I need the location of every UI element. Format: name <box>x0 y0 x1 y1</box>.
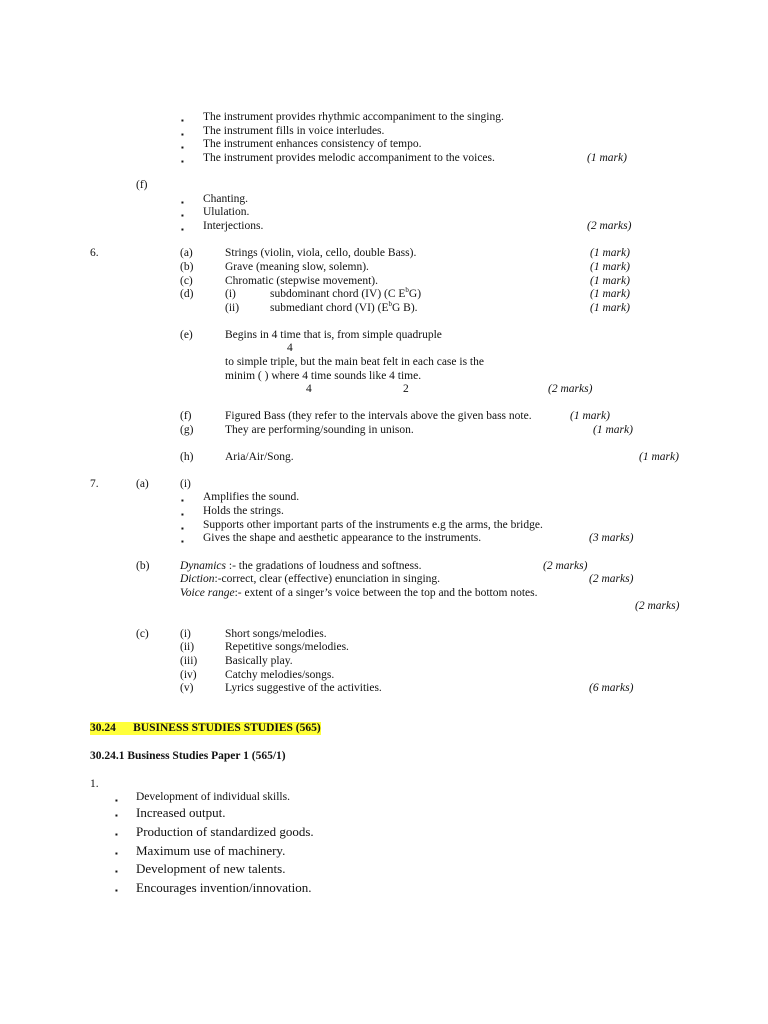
answer-text: minim ( ) where 4 time sounds like 4 time. <box>225 370 422 382</box>
question-label: (f) <box>180 410 192 422</box>
bullet-icon: ▪ <box>181 510 184 519</box>
definition-diction: Diction:-correct, clear (effective) enunciation in singing. <box>180 573 441 585</box>
time-signature-lower: 4 <box>306 383 312 395</box>
bullet-icon: ▪ <box>181 211 184 220</box>
question-label: (f) <box>136 179 148 191</box>
answer-text: Basically play. <box>225 655 293 667</box>
section-subheading: 30.24.1 Business Studies Paper 1 (565/1) <box>90 750 286 762</box>
answer-text: Repetitive songs/melodies. <box>225 641 349 653</box>
mark-allocation: (1 mark) <box>590 288 630 300</box>
question-label: (e) <box>180 329 193 341</box>
question-label: (b) <box>180 261 194 273</box>
question-label: (a) <box>136 478 149 490</box>
question-label: (c) <box>136 628 149 640</box>
answer-text: Begins in 4 time that is, from simple quadruple <box>225 329 442 341</box>
answer-text: subdominant chord (IV) (C $E^bG$) <box>270 286 422 300</box>
question-number: 1. <box>90 778 99 790</box>
mark-allocation: (3 marks) <box>589 532 634 544</box>
bullet-icon: ▪ <box>115 849 118 858</box>
sub-label: (i) <box>180 478 191 490</box>
question-number: 7. <box>90 478 99 490</box>
list-item: Increased output. <box>136 805 226 820</box>
bullet-icon: ▪ <box>181 143 184 152</box>
answer-text: to simple triple, but the main beat felt in each case is the <box>225 356 484 368</box>
bullet-icon: ▪ <box>181 524 184 533</box>
list-item: Ululation. <box>203 206 250 218</box>
list-item: Chanting. <box>203 193 249 205</box>
sub-label: (i) <box>225 288 236 300</box>
answer-text: Lyrics suggestive of the activities. <box>225 682 382 694</box>
mark-allocation: (2 marks) <box>635 600 680 612</box>
question-label: (h) <box>180 451 194 463</box>
answer-text: Grave (meaning slow, solemn). <box>225 261 369 273</box>
definition-voice-range: Voice range:- extent of a singer’s voice between the top and the bottom notes. <box>180 587 538 599</box>
bullet-icon: ▪ <box>181 496 184 505</box>
list-item: Gives the shape and aesthetic appearance to the instruments. <box>203 532 482 544</box>
answer-text: Chromatic (stepwise movement). <box>225 275 378 287</box>
list-item: The instrument provides rhythmic accompaniment to the singing. <box>203 111 504 123</box>
mark-allocation: (1 mark) <box>590 261 630 273</box>
sub-label: (ii) <box>180 641 195 653</box>
sub-label: (ii) <box>225 302 240 314</box>
list-item: The instrument fills in voice interludes. <box>203 125 385 137</box>
list-item: Development of individual skills. <box>136 791 290 803</box>
answer-text: They are performing/sounding in unison. <box>225 424 414 436</box>
answer-text: Short songs/melodies. <box>225 628 327 640</box>
mark-allocation: (6 marks) <box>589 682 634 694</box>
sub-label: (v) <box>180 682 194 694</box>
bullet-icon: ▪ <box>181 116 184 125</box>
list-item: The instrument enhances consistency of tempo. <box>203 138 422 150</box>
answer-text: submediant chord (VI) ($E^bG$ B). <box>270 300 418 314</box>
question-label: (g) <box>180 424 194 436</box>
section-heading: 30.24 BUSINESS STUDIES STUDIES (565) <box>90 722 321 734</box>
answer-text: Aria/Air/Song. <box>225 451 294 463</box>
sub-label: (i) <box>180 628 191 640</box>
question-number: 6. <box>90 247 99 259</box>
sub-label: (iii) <box>180 655 198 667</box>
bullet-icon: ▪ <box>115 830 118 839</box>
bullet-icon: ▪ <box>115 886 118 895</box>
definition-dynamics: Dynamics :- the gradations of loudness and softness. <box>180 560 422 572</box>
time-signature-lower: 4 <box>287 342 293 354</box>
mark-allocation: (2 marks) <box>543 560 588 572</box>
list-item: Amplifies the sound. <box>203 491 300 503</box>
mark-allocation: (2 marks) <box>589 573 634 585</box>
bullet-icon: ▪ <box>181 157 184 166</box>
time-signature-lower: 2 <box>403 383 409 395</box>
answer-text: Figured Bass (they refer to the intervals above the given bass note. <box>225 410 532 422</box>
question-label: (d) <box>180 288 194 300</box>
bullet-icon: ▪ <box>181 130 184 139</box>
mark-allocation: (2 marks) <box>587 220 632 232</box>
question-label: (a) <box>180 247 193 259</box>
mark-allocation: (1 mark) <box>587 152 627 164</box>
list-item: Development of new talents. <box>136 861 286 876</box>
bullet-icon: ▪ <box>115 811 118 820</box>
mark-allocation: (1 mark) <box>590 302 630 314</box>
mark-allocation: (1 mark) <box>590 275 630 287</box>
list-item: The instrument provides melodic accompaniment to the voices. <box>203 152 495 164</box>
bullet-icon: ▪ <box>181 198 184 207</box>
list-item: Maximum use of machinery. <box>136 843 286 858</box>
mark-allocation: (1 mark) <box>639 451 679 463</box>
sub-label: (iv) <box>180 669 197 681</box>
mark-allocation: (1 mark) <box>570 410 610 422</box>
question-label: (c) <box>180 275 193 287</box>
bullet-icon: ▪ <box>181 537 184 546</box>
mark-allocation: (2 marks) <box>548 383 593 395</box>
bullet-icon: ▪ <box>115 867 118 876</box>
mark-allocation: (1 mark) <box>590 247 630 259</box>
list-item: Holds the strings. <box>203 505 284 517</box>
answer-text: Catchy melodies/songs. <box>225 669 335 681</box>
mark-allocation: (1 mark) <box>593 424 633 436</box>
list-item: Production of standardized goods. <box>136 824 314 839</box>
list-item: Interjections. <box>203 220 264 232</box>
answer-text: Strings (violin, viola, cello, double Bass). <box>225 247 417 259</box>
list-item: Encourages invention/innovation. <box>136 880 312 895</box>
bullet-icon: ▪ <box>181 225 184 234</box>
bullet-icon: ▪ <box>115 796 118 805</box>
question-label: (b) <box>136 560 150 572</box>
list-item: Supports other important parts of the instruments e.g the arms, the bridge. <box>203 519 543 531</box>
